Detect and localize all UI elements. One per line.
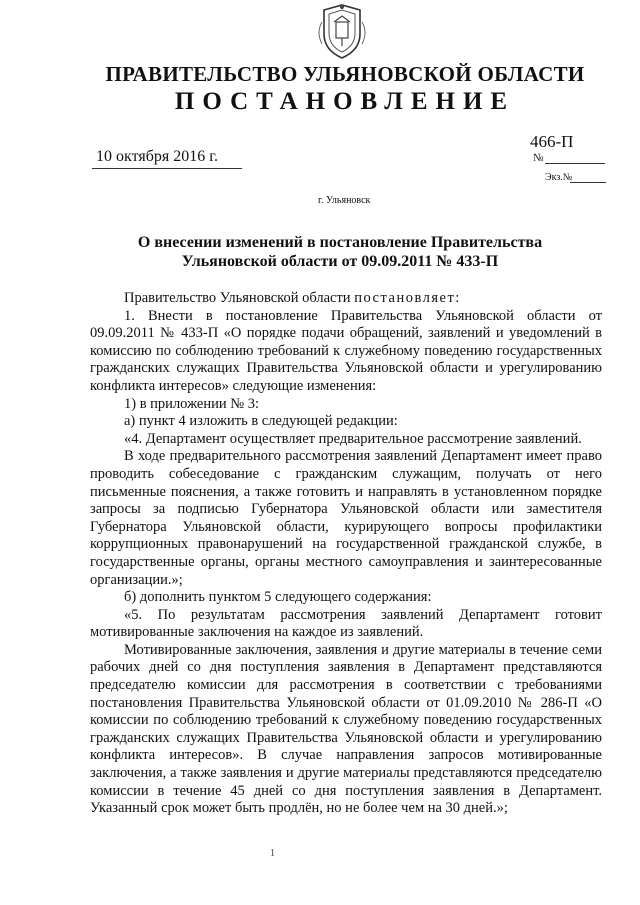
preamble-paragraph <box>90 290 602 308</box>
paragraph-8: Мотивированные заключения, заявления и другие материалы в течение семи рабочих дней со дня поступления заявления в Департамент представляются председателю комиссии для рассмотрения в соответствии с требованиями постановления Правительства Ульяновской области от 01.09.2010 № 286-П «О комиссии по соблюдению требований к служебному поведению государственных гражданских служащих Правительства Ульяновской области и урегулированию конфликта интересов». В случае направления запросов мотивированные заключения, а также заявления и другие материалы представляются председателю комиссии в течение 45 дней со дня поступления заявления в Департамент. Указанный срок может быть продлён, но не более чем на 30 дней.»; <box>90 641 602 817</box>
city-label: г. Ульяновск <box>318 195 371 206</box>
document-subject <box>100 233 580 271</box>
coat-of-arms-emblem <box>312 2 372 62</box>
paragraph-1: 1. Внести в постановление Правительства Ульяновской области от 09.09.2011 № 433-П «О порядке подачи обращений, заявлений и уведомлений в комиссию по соблюдению требований к служебному поведению государственных гражданских служащих Правительства Ульяновской области и урегулированию конфликта интересов» следующие изменения: <box>90 307 602 394</box>
document-number: 466-П <box>530 132 574 151</box>
copy-number-underline <box>570 182 606 183</box>
document-type-heading: ПОСТАНОВЛЕНИЕ <box>174 88 516 115</box>
organization-title: ПРАВИТЕЛЬСТВО УЛЬЯНОВСКОЙ ОБЛАСТИ <box>105 62 585 86</box>
paragraph-6: б) дополнить пунктом 5 следующего содержания: <box>124 589 432 606</box>
copy-number-label: Экз.№ <box>545 172 573 183</box>
paragraph-2: 1) в приложении № 3: <box>124 395 259 412</box>
paragraph-4: «4. Департамент осуществляет предварительное рассмотрение заявлений. <box>124 430 582 447</box>
date-underline <box>92 168 242 169</box>
subject-line-2: Ульяновской области от 09.09.2011 № 433-П <box>181 253 499 270</box>
document-body <box>90 290 602 818</box>
preamble-decree-word: постановляет: <box>354 290 461 306</box>
document-date: 10 октября 2016 г. <box>96 148 218 165</box>
number-underline <box>545 163 605 164</box>
paragraph-5: В ходе предварительного рассмотрения заявлений Департамент имеет право проводить собеседование с гражданским служащим, получать от него письменные пояснения, а также готовить и направлять в установленном порядке запросы за подписью Губернатора Ульяновской области или заместителя Губернатора Ульяновской области, курирующего вопросы профилактики коррупционных правонарушений на государственной гражданской службе, в государственные органы, органы местного самоуправления и заинтересованные организации.»; <box>90 448 602 588</box>
number-label: № <box>533 152 544 164</box>
page-mark: 1 <box>270 848 275 859</box>
paragraph-3: а) пункт 4 изложить в следующей редакции: <box>124 413 398 430</box>
subject-line-1: О внесении изменений в постановление Правительства <box>137 234 543 251</box>
preamble-start: Правительство Ульяновской области <box>124 290 355 306</box>
paragraph-7: «5. По результатам рассмотрения заявлений Департамент готовит мотивированные заключения на каждое из заявлений. <box>90 606 602 641</box>
